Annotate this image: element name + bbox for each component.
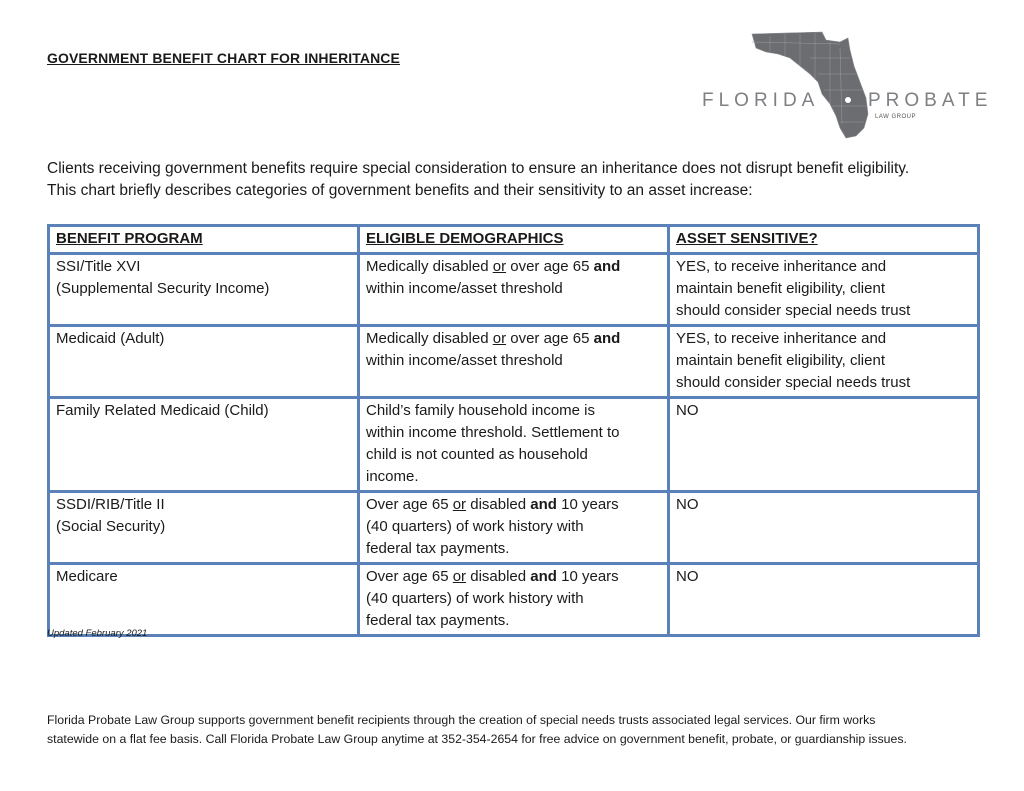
demographics-line: Over age 65 or disabled and 10 years xyxy=(366,496,619,513)
demographics-line: within income/asset threshold xyxy=(366,280,563,297)
demographics-line: federal tax payments. xyxy=(366,540,510,557)
demographics-line: (40 quarters) of work history with xyxy=(366,518,584,535)
demographics-line: within income threshold. Settlement to xyxy=(366,424,620,441)
program-cell xyxy=(49,492,359,564)
intro-line: Clients receiving government benefits require special consideration to ensure an inheritance does not disrupt benefit eligibility. xyxy=(47,160,910,177)
asset-line: NO xyxy=(676,496,699,513)
table-row xyxy=(49,492,979,564)
asset-line: should consider special needs trust xyxy=(676,302,911,319)
demographics-line: Medically disabled or over age 65 and xyxy=(366,330,621,347)
demographics-line: Over age 65 or disabled and 10 years xyxy=(366,568,619,585)
table-row xyxy=(49,326,979,398)
program-name: Medicare xyxy=(56,568,118,585)
footer-text xyxy=(47,711,987,749)
header-benefit-program: BENEFIT PROGRAM xyxy=(49,226,359,254)
updated-date: Updated February 2021 xyxy=(47,628,148,639)
table-row xyxy=(49,398,979,492)
header-asset-sensitive: ASSET SENSITIVE? xyxy=(669,226,979,254)
asset-cell xyxy=(669,492,979,564)
demographics-cell xyxy=(359,492,669,564)
asset-cell xyxy=(669,326,979,398)
asset-line: YES, to receive inheritance and xyxy=(676,258,887,275)
program-name: SSDI/RIB/Title II xyxy=(56,496,165,513)
demographics-cell xyxy=(359,564,669,636)
asset-line: maintain benefit eligibility, client xyxy=(676,280,885,297)
table-row xyxy=(49,564,979,636)
asset-line: YES, to receive inheritance and xyxy=(676,330,887,347)
demographics-cell xyxy=(359,326,669,398)
table-row xyxy=(49,254,979,326)
benefit-table xyxy=(47,224,980,637)
logo-subtitle: LAW GROUP xyxy=(875,114,916,120)
program-subname: (Social Security) xyxy=(56,518,166,535)
firm-logo xyxy=(690,28,993,143)
demographics-line: income. xyxy=(366,468,419,485)
logo-word-florida: FLORIDA xyxy=(702,90,820,111)
asset-cell xyxy=(669,398,979,492)
asset-line: NO xyxy=(676,568,699,585)
asset-line: NO xyxy=(676,402,699,419)
program-name: SSI/Title XVI xyxy=(56,258,141,275)
florida-map-icon xyxy=(690,28,993,143)
intro-line: This chart briefly describes categories of government benefits and their sensitivity to an asset increase: xyxy=(47,182,753,199)
demographics-line: federal tax payments. xyxy=(366,612,510,629)
footer-line: Florida Probate Law Group supports government benefit recipients through the creation of special needs trusts associated legal services. Our firm works xyxy=(47,713,876,727)
asset-line: should consider special needs trust xyxy=(676,374,911,391)
asset-line: maintain benefit eligibility, client xyxy=(676,352,885,369)
program-name: Family Related Medicaid (Child) xyxy=(56,402,269,419)
demographics-line: Medically disabled or over age 65 and xyxy=(366,258,621,275)
demographics-cell xyxy=(359,398,669,492)
program-cell xyxy=(49,326,359,398)
document-title: GOVERNMENT BENEFIT CHART FOR INHERITANCE xyxy=(47,50,400,66)
intro-paragraph xyxy=(47,158,997,202)
demographics-line: Child’s family household income is xyxy=(366,402,595,419)
program-cell xyxy=(49,564,359,636)
footer-line: statewide on a flat fee basis. Call Florida Probate Law Group anytime at 352-354-2654 for free advice on government benefit, probate, or guardianship issues. xyxy=(47,732,907,746)
program-subname: (Supplemental Security Income) xyxy=(56,280,270,297)
logo-word-probate: PROBATE xyxy=(868,90,993,111)
demographics-line: within income/asset threshold xyxy=(366,352,563,369)
demographics-line: (40 quarters) of work history with xyxy=(366,590,584,607)
program-cell xyxy=(49,254,359,326)
asset-cell xyxy=(669,564,979,636)
table-header-row xyxy=(49,226,979,254)
asset-cell xyxy=(669,254,979,326)
header-eligible-demographics: ELIGIBLE DEMOGRAPHICS xyxy=(359,226,669,254)
program-name: Medicaid (Adult) xyxy=(56,330,165,347)
demographics-cell xyxy=(359,254,669,326)
program-cell xyxy=(49,398,359,492)
demographics-line: child is not counted as household xyxy=(366,446,588,463)
